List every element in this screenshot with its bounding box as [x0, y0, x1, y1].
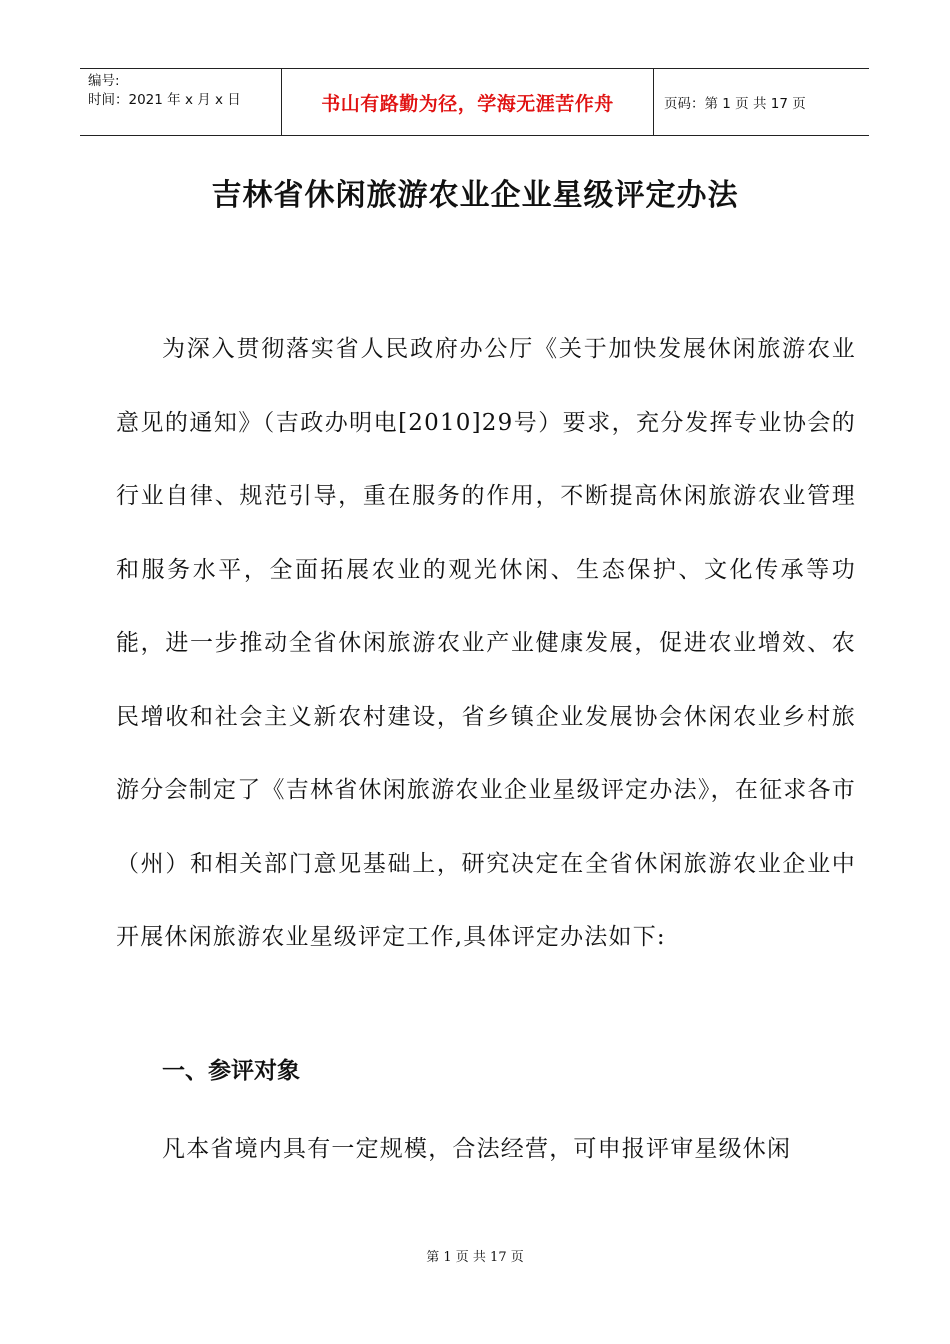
intro-paragraph: 为深入贯彻落实省人民政府办公厅《关于加快发展休闲旅游农业意见的通知》（吉政办明电[2010]29号）要求，充分发挥专业协会的行业自律、规范引导，重在服务的作用，不断提高休闲旅游农业管理和服务水平，全面拓展农业的观光休闲、生态保护、文化传承等功能，进一步推动全省休闲旅游农业产业健康发展，促进农业增效、农民增收和社会主义新农村建设，省乡镇企业发展协会休闲农业乡村旅游分会制定了《吉林省休闲旅游农业企业星级评定办法》，在征求各市（州）和相关部门意见基础上，研究决定在全省休闲旅游农业企业中开展休闲旅游农业星级评定工作,具体评定办法如下: [116, 336, 856, 950]
document-number-label: 编号: [88, 73, 120, 89]
document-time-label: 时间：2021 年 x 月 x 日 [88, 92, 241, 108]
document-header [80, 68, 869, 136]
section-heading: 一、参评对象 [162, 1058, 300, 1084]
document-title: 吉林省休闲旅游农业企业星级评定办法 [211, 178, 739, 213]
header-meta [80, 69, 281, 135]
section-body [116, 1124, 856, 1174]
page-footer: 第 1 页 共 17 页 [426, 1250, 524, 1265]
intro-section [116, 313, 856, 975]
section-paragraph: 凡本省境内具有一定规模，合法经营，可申报评审星级休闲 [162, 1136, 792, 1162]
header-page-code: 页码：第 1 页 共 17 页 [664, 96, 806, 112]
header-motto: 书山有路勤为径，学海无涯苦作舟 [281, 69, 654, 135]
